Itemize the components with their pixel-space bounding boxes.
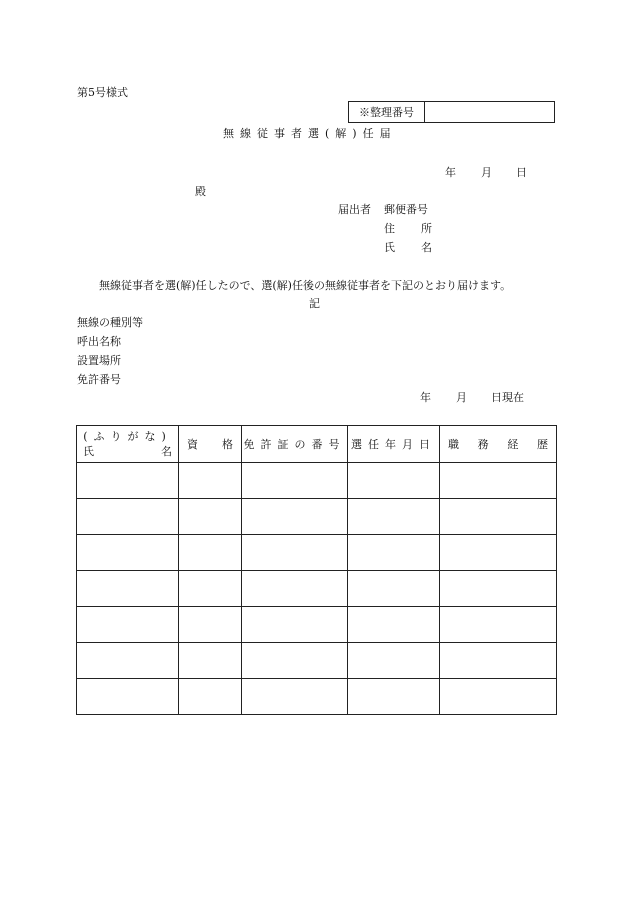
- table-cell[interactable]: [348, 679, 440, 715]
- name-label-2: 名: [421, 241, 432, 254]
- header-name: [77, 426, 179, 463]
- table-cell[interactable]: [179, 571, 242, 607]
- asof-day: 日現在: [491, 391, 524, 404]
- table-row: [77, 499, 557, 535]
- asof-month: 月: [456, 391, 467, 404]
- table-cell[interactable]: [440, 535, 557, 571]
- header-qualification-2: 格: [222, 438, 233, 451]
- table-cell[interactable]: [77, 571, 179, 607]
- operator-table: [76, 425, 557, 715]
- seiri-number-box: [348, 101, 555, 123]
- header-qualification: [179, 426, 242, 463]
- table-row: [77, 643, 557, 679]
- table-cell[interactable]: [440, 499, 557, 535]
- table-cell[interactable]: [77, 535, 179, 571]
- ki-heading: 記: [309, 297, 320, 310]
- table-cell[interactable]: [348, 499, 440, 535]
- table-cell[interactable]: [242, 535, 348, 571]
- table-cell[interactable]: [242, 463, 348, 499]
- header-career-2: 務: [477, 438, 489, 451]
- table-cell[interactable]: [179, 607, 242, 643]
- field-license-number: 免許番号: [77, 373, 121, 386]
- applicant-label: 届出者: [338, 203, 371, 216]
- field-radio-type: 無線の種別等: [77, 316, 143, 329]
- table-cell[interactable]: [77, 607, 179, 643]
- field-install-location: 設置場所: [77, 354, 121, 367]
- table-cell[interactable]: [440, 643, 557, 679]
- table-cell[interactable]: [77, 463, 179, 499]
- address-label-2: 所: [421, 222, 432, 235]
- asof-year: 年: [420, 391, 431, 404]
- header-name-2: 名: [161, 445, 172, 458]
- postal-code-label: 郵便番号: [384, 203, 428, 216]
- header-career-3: 経: [507, 438, 519, 451]
- header-qualification-1: 資: [187, 438, 198, 451]
- table-row: [77, 607, 557, 643]
- header-career-4: 歴: [536, 438, 548, 451]
- body-statement: 無線従事者を選(解)任したので、選(解)任後の無線従事者を下記のとおり届けます。: [99, 279, 512, 292]
- header-career-1: 職: [448, 438, 459, 451]
- table-cell[interactable]: [242, 679, 348, 715]
- name-label-1: 氏: [384, 241, 395, 254]
- table-cell[interactable]: [179, 679, 242, 715]
- table-cell[interactable]: [179, 499, 242, 535]
- table-cell[interactable]: [348, 463, 440, 499]
- header-license-number: 免許証の番号: [242, 426, 348, 463]
- table-cell[interactable]: [348, 643, 440, 679]
- table-cell[interactable]: [440, 607, 557, 643]
- form-number: 第5号様式: [77, 86, 128, 99]
- date-month: 月: [481, 166, 492, 179]
- table-cell[interactable]: [242, 643, 348, 679]
- address-label-1: 住: [384, 222, 395, 235]
- table-row: [77, 679, 557, 715]
- date-day: 日: [516, 166, 527, 179]
- table-cell[interactable]: [77, 679, 179, 715]
- table-cell[interactable]: [348, 571, 440, 607]
- document-title: 無線従事者選(解)任届: [223, 127, 397, 140]
- addressee-suffix: 殿: [195, 185, 206, 198]
- table-cell[interactable]: [77, 643, 179, 679]
- field-call-name: 呼出名称: [77, 335, 121, 348]
- header-furigana: (ふりがな): [83, 430, 172, 443]
- table-row: [77, 463, 557, 499]
- table-cell[interactable]: [179, 463, 242, 499]
- table-header-row: [77, 426, 557, 463]
- header-name-1: 氏: [83, 445, 94, 458]
- table-cell[interactable]: [348, 607, 440, 643]
- table-cell[interactable]: [440, 571, 557, 607]
- table-cell[interactable]: [440, 679, 557, 715]
- header-appointment-date: 選任年月日: [348, 426, 440, 463]
- table-row: [77, 571, 557, 607]
- table-cell[interactable]: [179, 535, 242, 571]
- table-cell[interactable]: [77, 499, 179, 535]
- table-cell[interactable]: [179, 643, 242, 679]
- header-career: [440, 426, 557, 463]
- table-cell[interactable]: [348, 535, 440, 571]
- table-cell[interactable]: [242, 499, 348, 535]
- table-cell[interactable]: [242, 607, 348, 643]
- table-cell[interactable]: [440, 463, 557, 499]
- seiri-number-field[interactable]: [425, 102, 554, 122]
- date-year: 年: [445, 166, 456, 179]
- seiri-number-label: ※整理番号: [349, 102, 425, 122]
- table-cell[interactable]: [242, 571, 348, 607]
- table-row: [77, 535, 557, 571]
